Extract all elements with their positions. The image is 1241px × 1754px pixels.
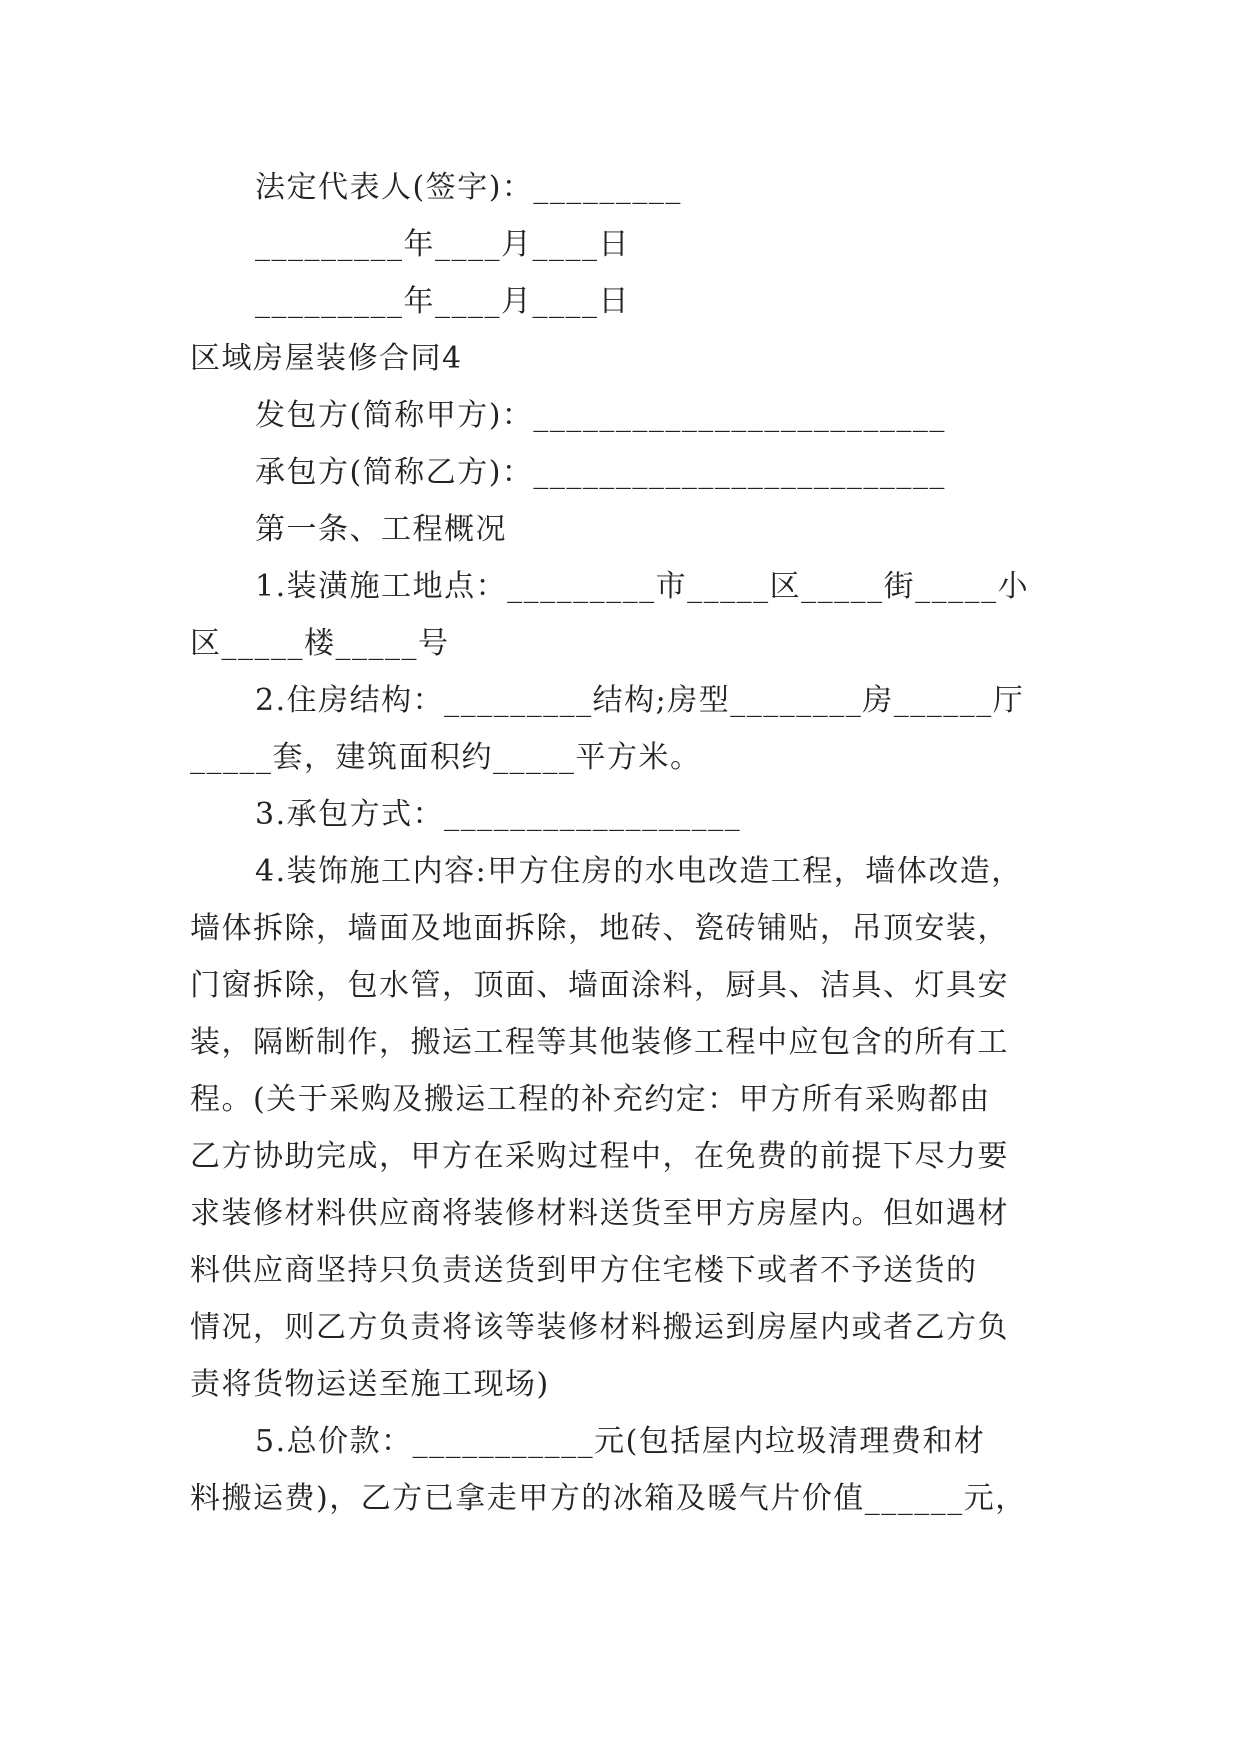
clause-line: 责将货物运送至施工现场) — [190, 1367, 550, 1402]
clause-line: 4.装饰施工内容:甲方住房的水电改造工程，墙体改造， — [255, 854, 1023, 889]
party-a-line: 发包方(简称甲方)：_________________________ — [255, 398, 946, 433]
clause-line: 情况，则乙方负责将该等装修材料搬运到房屋内或者乙方负 — [190, 1310, 1009, 1345]
clause-line: 5.总价款：___________元(包括屋内垃圾清理费和材 — [255, 1424, 986, 1459]
party-b-line: 承包方(简称乙方)：_________________________ — [255, 455, 946, 490]
clause-line: 1.装潢施工地点：_________市_____区_____街_____小 — [255, 569, 1030, 604]
clause-line: 3.承包方式：__________________ — [255, 797, 742, 832]
signature-line: 法定代表人(签字)：_________ — [255, 170, 682, 205]
clause-line: 求装修材料供应商将装修材料送货至甲方房屋内。但如遇材 — [190, 1196, 1009, 1231]
clause-line: 2.住房结构：_________结构;房型________房______厅 — [255, 683, 1025, 718]
clause-line: 墙体拆除，墙面及地面拆除，地砖、瓷砖铺贴，吊顶安装， — [190, 911, 1009, 946]
clause-line: _____套，建筑面积约_____平方米。 — [190, 740, 702, 775]
date-line: _________年____月____日 — [255, 227, 630, 262]
contract-title: 区域房屋装修合同4 — [190, 341, 463, 376]
clause-line: 料供应商坚持只负责送货到甲方住宅楼下或者不予送货的 — [190, 1253, 978, 1288]
clause-line: 程。(关于采购及搬运工程的补充约定：甲方所有采购都由 — [190, 1082, 991, 1117]
clause-line: 料搬运费)，乙方已拿走甲方的冰箱及暖气片价值______元， — [190, 1481, 1027, 1516]
clause-line: 区_____楼_____号 — [190, 626, 450, 661]
clause-line: 门窗拆除，包水管，顶面、墙面涂料，厨具、洁具、灯具安 — [190, 968, 1009, 1003]
clause-line: 装，隔断制作，搬运工程等其他装修工程中应包含的所有工 — [190, 1025, 1009, 1060]
date-line: _________年____月____日 — [255, 284, 630, 319]
section-heading: 第一条、工程概况 — [255, 512, 507, 547]
clause-line: 乙方协助完成，甲方在采购过程中，在免费的前提下尽力要 — [190, 1139, 1009, 1174]
